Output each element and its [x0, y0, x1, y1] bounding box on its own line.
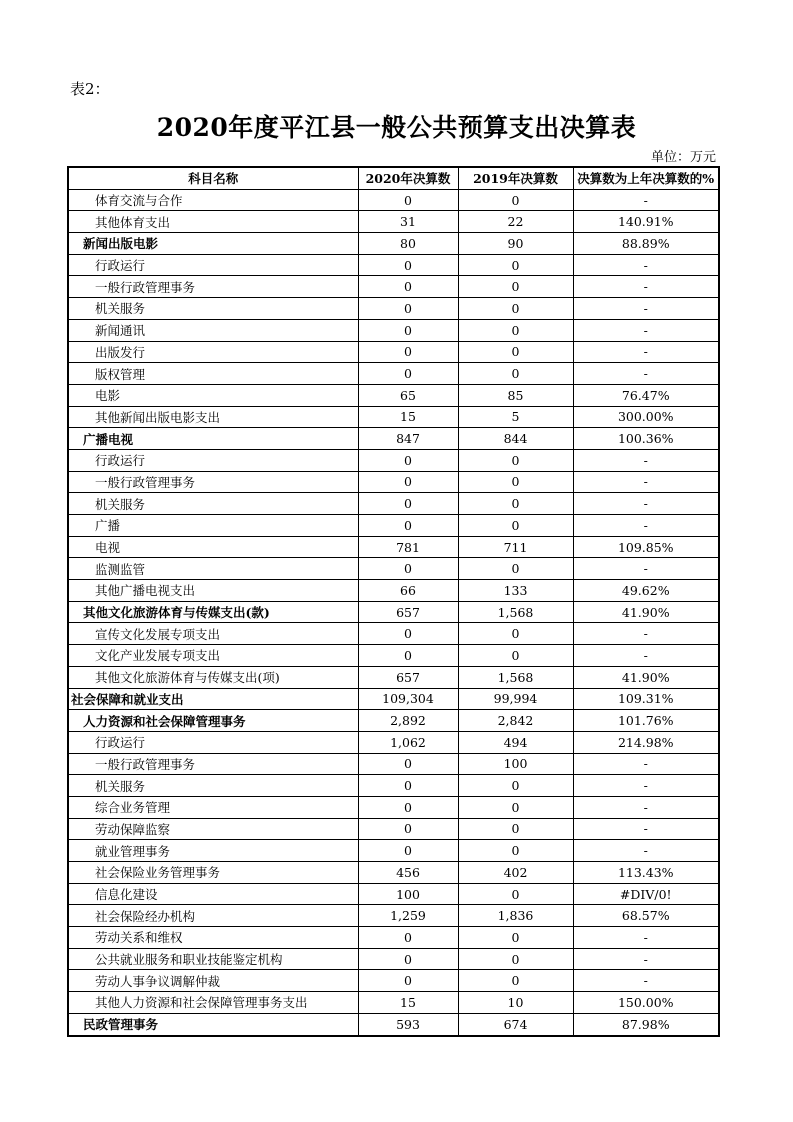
row-name: 综合业务管理 — [68, 796, 358, 818]
row-name: 监测监管 — [68, 558, 358, 580]
row-name: 社会保险业务管理事务 — [68, 862, 358, 884]
table-row — [68, 319, 719, 341]
row-name: 新闻出版电影 — [68, 233, 358, 255]
row-2019-value: 0 — [458, 319, 573, 341]
table-row — [68, 580, 719, 602]
row-2020-value: 15 — [358, 992, 458, 1014]
row-name: 其他广播电视支出 — [68, 580, 358, 602]
row-2020-value: 0 — [358, 363, 458, 385]
row-percent: - — [573, 623, 719, 645]
table-row — [68, 753, 719, 775]
row-percent: - — [573, 341, 719, 363]
row-name: 机关服务 — [68, 493, 358, 515]
row-2020-value: 456 — [358, 862, 458, 884]
row-2019-value: 5 — [458, 406, 573, 428]
row-percent: 113.43% — [573, 862, 719, 884]
row-2020-value: 0 — [358, 493, 458, 515]
table-row — [68, 948, 719, 970]
row-2020-value: 31 — [358, 211, 458, 233]
row-percent: - — [573, 818, 719, 840]
table-row — [68, 710, 719, 732]
row-percent: - — [573, 970, 719, 992]
row-name: 其他人力资源和社会保障管理事务支出 — [68, 992, 358, 1014]
table-row — [68, 515, 719, 537]
table-row — [68, 298, 719, 320]
table-header-row — [68, 167, 719, 189]
row-2019-value: 0 — [458, 449, 573, 471]
row-2019-value: 90 — [458, 233, 573, 255]
row-2019-value: 402 — [458, 862, 573, 884]
row-2020-value: 0 — [358, 319, 458, 341]
table-row — [68, 818, 719, 840]
row-2019-value: 0 — [458, 840, 573, 862]
row-2019-value: 10 — [458, 992, 573, 1014]
row-percent: 88.89% — [573, 233, 719, 255]
table-row — [68, 840, 719, 862]
row-2020-value: 66 — [358, 580, 458, 602]
row-2020-value: 0 — [358, 449, 458, 471]
row-percent: 41.90% — [573, 601, 719, 623]
row-percent: 87.98% — [573, 1013, 719, 1035]
header-percent: 决算数为上年决算数的% — [573, 167, 719, 189]
row-2020-value: 0 — [358, 298, 458, 320]
row-2020-value: 657 — [358, 601, 458, 623]
row-name: 一般行政管理事务 — [68, 753, 358, 775]
table-row — [68, 601, 719, 623]
row-2020-value: 781 — [358, 536, 458, 558]
row-2019-value: 0 — [458, 515, 573, 537]
row-2020-value: 80 — [358, 233, 458, 255]
table-row — [68, 666, 719, 688]
row-2020-value: 2,892 — [358, 710, 458, 732]
row-name: 一般行政管理事务 — [68, 276, 358, 298]
table-row — [68, 688, 719, 710]
row-name: 其他新闻出版电影支出 — [68, 406, 358, 428]
row-name: 行政运行 — [68, 731, 358, 753]
row-percent: 49.62% — [573, 580, 719, 602]
row-2020-value: 0 — [358, 515, 458, 537]
row-percent: 68.57% — [573, 905, 719, 927]
table-row — [68, 796, 719, 818]
row-2020-value: 0 — [358, 927, 458, 949]
row-2019-value: 99,994 — [458, 688, 573, 710]
row-percent: 140.91% — [573, 211, 719, 233]
row-percent: 214.98% — [573, 731, 719, 753]
table-row — [68, 189, 719, 211]
row-2020-value: 0 — [358, 558, 458, 580]
row-percent: - — [573, 276, 719, 298]
row-2019-value: 100 — [458, 753, 573, 775]
row-2020-value: 0 — [358, 645, 458, 667]
row-name: 电影 — [68, 384, 358, 406]
header-2019: 2019年决算数 — [458, 167, 573, 189]
row-2019-value: 0 — [458, 254, 573, 276]
row-2019-value: 0 — [458, 363, 573, 385]
row-2020-value: 100 — [358, 883, 458, 905]
table-row — [68, 992, 719, 1014]
row-2020-value: 593 — [358, 1013, 458, 1035]
table-row — [68, 927, 719, 949]
row-2019-value: 0 — [458, 276, 573, 298]
row-2020-value: 0 — [358, 189, 458, 211]
table-row — [68, 862, 719, 884]
row-2019-value: 85 — [458, 384, 573, 406]
row-percent: - — [573, 796, 719, 818]
row-name: 出版发行 — [68, 341, 358, 363]
row-2019-value: 133 — [458, 580, 573, 602]
row-2019-value: 1,568 — [458, 601, 573, 623]
row-2019-value: 0 — [458, 883, 573, 905]
row-2019-value: 494 — [458, 731, 573, 753]
table-row — [68, 233, 719, 255]
table-row — [68, 905, 719, 927]
row-2019-value: 674 — [458, 1013, 573, 1035]
row-name: 广播 — [68, 515, 358, 537]
row-percent: - — [573, 471, 719, 493]
row-name: 新闻通讯 — [68, 319, 358, 341]
row-2020-value: 1,062 — [358, 731, 458, 753]
row-name: 就业管理事务 — [68, 840, 358, 862]
table-row — [68, 341, 719, 363]
row-percent: - — [573, 493, 719, 515]
table-row — [68, 406, 719, 428]
row-name: 广播电视 — [68, 428, 358, 450]
table-row — [68, 276, 719, 298]
row-percent: - — [573, 189, 719, 211]
row-name: 机关服务 — [68, 775, 358, 797]
row-2019-value: 0 — [458, 818, 573, 840]
row-2020-value: 0 — [358, 970, 458, 992]
row-2019-value: 22 — [458, 211, 573, 233]
row-percent: - — [573, 927, 719, 949]
row-2019-value: 711 — [458, 536, 573, 558]
row-2020-value: 0 — [358, 341, 458, 363]
row-2020-value: 0 — [358, 818, 458, 840]
row-percent: - — [573, 319, 719, 341]
table-row — [68, 211, 719, 233]
row-name: 劳动保障监察 — [68, 818, 358, 840]
table-row — [68, 645, 719, 667]
row-2020-value: 0 — [358, 796, 458, 818]
row-name: 文化产业发展专项支出 — [68, 645, 358, 667]
row-2019-value: 1,836 — [458, 905, 573, 927]
row-percent: - — [573, 753, 719, 775]
row-2019-value: 0 — [458, 970, 573, 992]
row-percent: 109.85% — [573, 536, 719, 558]
row-2019-value: 0 — [458, 927, 573, 949]
row-2019-value: 0 — [458, 645, 573, 667]
table-row — [68, 428, 719, 450]
row-name: 行政运行 — [68, 254, 358, 276]
row-2020-value: 0 — [358, 840, 458, 862]
unit-label: 单位：万元 — [650, 150, 716, 165]
row-2020-value: 0 — [358, 623, 458, 645]
row-2020-value: 0 — [358, 775, 458, 797]
row-percent: 109.31% — [573, 688, 719, 710]
row-percent: #DIV/0! — [573, 883, 719, 905]
table-row — [68, 623, 719, 645]
row-name: 其他文化旅游体育与传媒支出(款) — [68, 601, 358, 623]
row-name: 社会保障和就业支出 — [68, 688, 358, 710]
row-name: 其他体育支出 — [68, 211, 358, 233]
row-2020-value: 1,259 — [358, 905, 458, 927]
row-name: 行政运行 — [68, 449, 358, 471]
row-percent: 300.00% — [573, 406, 719, 428]
row-2019-value: 1,568 — [458, 666, 573, 688]
row-name: 电视 — [68, 536, 358, 558]
page-title: 2020年度平江县一般公共预算支出决算表 — [156, 113, 637, 142]
header-2020: 2020年决算数 — [358, 167, 458, 189]
row-name: 体育交流与合作 — [68, 189, 358, 211]
table-row — [68, 471, 719, 493]
row-2020-value: 15 — [358, 406, 458, 428]
row-percent: - — [573, 840, 719, 862]
row-2019-value: 0 — [458, 948, 573, 970]
row-2019-value: 2,842 — [458, 710, 573, 732]
table-row — [68, 363, 719, 385]
row-2019-value: 0 — [458, 775, 573, 797]
table-row — [68, 731, 719, 753]
row-2020-value: 0 — [358, 948, 458, 970]
row-percent: 100.36% — [573, 428, 719, 450]
row-2019-value: 0 — [458, 298, 573, 320]
row-2020-value: 0 — [358, 276, 458, 298]
row-name: 人力资源和社会保障管理事务 — [68, 710, 358, 732]
row-name: 信息化建设 — [68, 883, 358, 905]
row-2020-value: 847 — [358, 428, 458, 450]
table-label: 表2： — [70, 80, 110, 98]
table-row — [68, 775, 719, 797]
row-name: 其他文化旅游体育与传媒支出(项) — [68, 666, 358, 688]
row-2020-value: 0 — [358, 753, 458, 775]
row-percent: - — [573, 948, 719, 970]
row-2019-value: 0 — [458, 189, 573, 211]
row-2019-value: 0 — [458, 623, 573, 645]
table-row — [68, 970, 719, 992]
row-2019-value: 0 — [458, 558, 573, 580]
row-2020-value: 65 — [358, 384, 458, 406]
row-2020-value: 109,304 — [358, 688, 458, 710]
row-percent: 101.76% — [573, 710, 719, 732]
row-percent: 76.47% — [573, 384, 719, 406]
table-row — [68, 493, 719, 515]
header-name: 科目名称 — [68, 167, 358, 189]
row-2020-value: 0 — [358, 471, 458, 493]
row-percent: - — [573, 645, 719, 667]
row-percent: - — [573, 515, 719, 537]
row-name: 民政管理事务 — [68, 1013, 358, 1035]
row-name: 社会保险经办机构 — [68, 905, 358, 927]
row-percent: - — [573, 775, 719, 797]
table-row — [68, 384, 719, 406]
row-name: 劳动人事争议调解仲裁 — [68, 970, 358, 992]
row-percent: 41.90% — [573, 666, 719, 688]
row-2020-value: 0 — [358, 254, 458, 276]
table-row — [68, 254, 719, 276]
row-percent: - — [573, 298, 719, 320]
row-name: 公共就业服务和职业技能鉴定机构 — [68, 948, 358, 970]
row-name: 机关服务 — [68, 298, 358, 320]
table-row — [68, 449, 719, 471]
row-2019-value: 0 — [458, 493, 573, 515]
row-2019-value: 0 — [458, 471, 573, 493]
row-name: 宣传文化发展专项支出 — [68, 623, 358, 645]
table-row — [68, 558, 719, 580]
table-row — [68, 883, 719, 905]
table-row — [68, 1013, 719, 1035]
budget-table — [67, 166, 720, 1037]
table-row — [68, 536, 719, 558]
row-name: 劳动关系和维权 — [68, 927, 358, 949]
row-percent: - — [573, 449, 719, 471]
row-percent: - — [573, 254, 719, 276]
row-name: 一般行政管理事务 — [68, 471, 358, 493]
row-percent: - — [573, 558, 719, 580]
row-name: 版权管理 — [68, 363, 358, 385]
row-percent: - — [573, 363, 719, 385]
row-percent: 150.00% — [573, 992, 719, 1014]
row-2019-value: 0 — [458, 796, 573, 818]
row-2019-value: 844 — [458, 428, 573, 450]
row-2020-value: 657 — [358, 666, 458, 688]
row-2019-value: 0 — [458, 341, 573, 363]
